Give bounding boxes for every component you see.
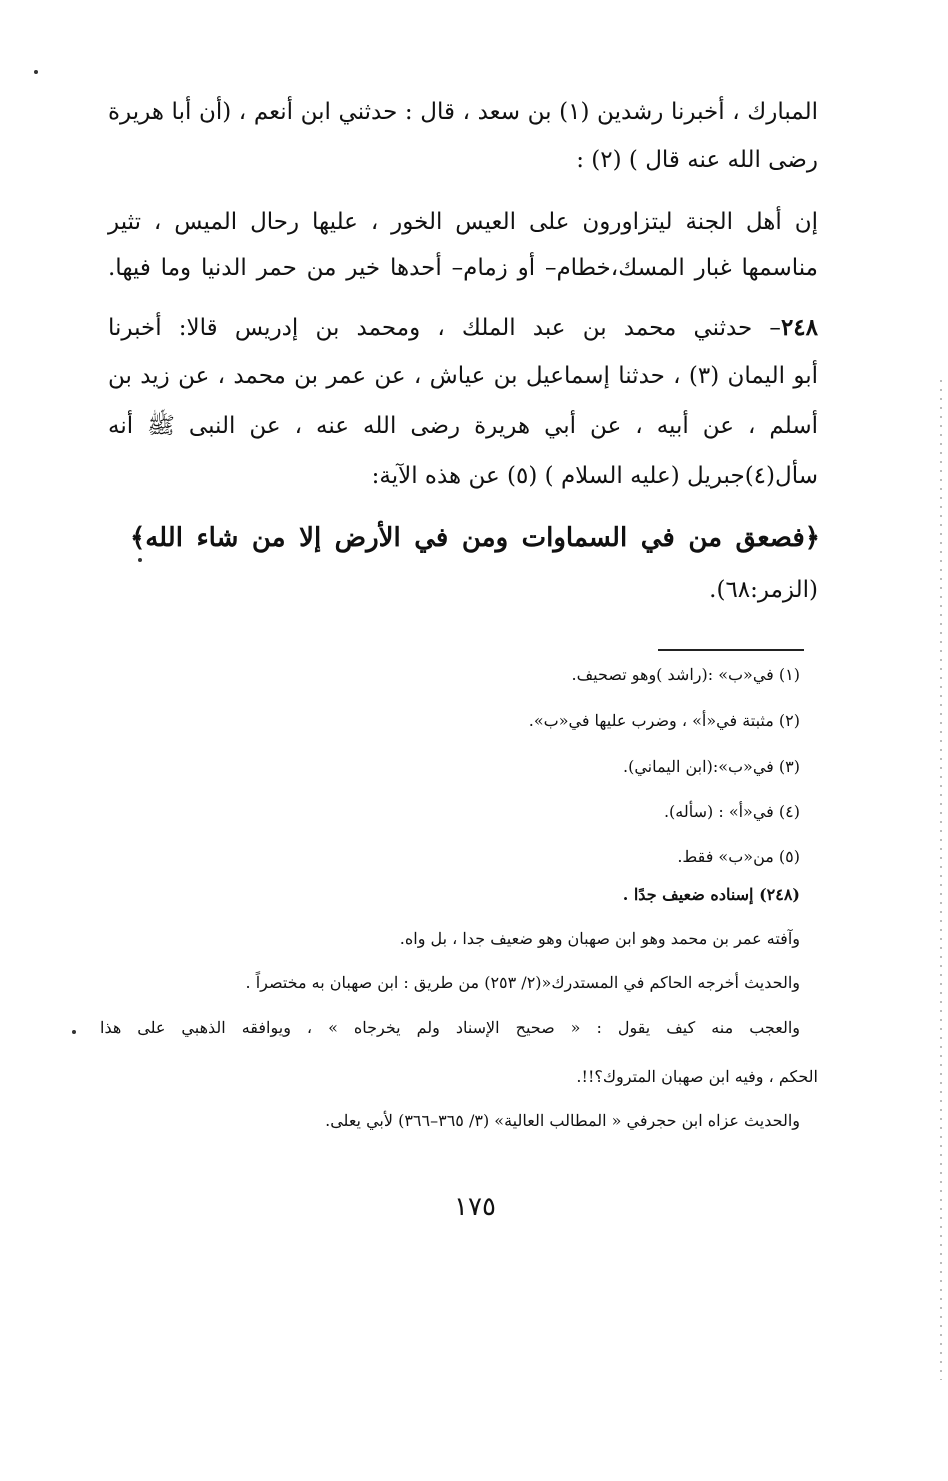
footnote-3: (٣) في«ب»:(ابن اليماني). xyxy=(623,757,800,776)
footnote-1: (١) في«ب» :(راشد )وهو تصحيف. xyxy=(571,665,800,684)
commentary-line-1: وآفته عمر بن محمد وهو ابن صهبان وهو ضعيف جدا ، بل واه. xyxy=(399,929,800,948)
footnote-4: (٤) في«أ» : (سأله). xyxy=(663,802,800,821)
hadith-number: ٢٤٨ xyxy=(780,314,818,341)
scan-speck xyxy=(72,1030,76,1034)
paragraph-1-line-1: المبارك ، أخبرنا رشدين (١) بن سعد ، قال : حدثني ابن أنعم ، (أن أبا هريرة xyxy=(108,99,818,125)
hadith-248-line-4: سأل(٤)جبريل (عليه السلام ) (٥) عن هذه الآية: xyxy=(371,463,818,489)
quran-verse: ﴿فصعق من في السماوات ومن في الأرض إلا من شاء الله﴾ xyxy=(130,523,820,553)
scan-edge-artifact xyxy=(940,380,942,1380)
commentary-line-3: والعجب منه كيف يقول : « صحيح الإسناد ولم يخرجاه » ، ويوافقه الذهبي على هذا xyxy=(100,1018,800,1037)
commentary-heading: (٢٤٨) إسناده ضعيف جدًا . xyxy=(622,885,800,904)
commentary-line-2: والحديث أخرجه الحاكم في المستدرك«(٢/ ٢٥٣) من طريق : ابن صهبان به مختصراً . xyxy=(245,973,800,992)
scan-speck xyxy=(138,558,142,562)
page-number: ١٧٥ xyxy=(454,1192,496,1222)
footnote-2: (٢) مثبتة في«أ» ، وضرب عليها في«ب». xyxy=(528,711,800,730)
paragraph-2-line-2: مناسمها غبار المسك،خطام– أو زمام– أحدها خير من حمر الدنيا وما فيها. xyxy=(108,255,818,281)
footnote-5: (٥) من«ب» فقط. xyxy=(677,847,800,866)
paragraph-1-line-2: رضى الله عنه قال ) (٢) : xyxy=(576,147,818,173)
commentary-line-4: الحكم ، وفيه ابن صهبان المتروك؟!!. xyxy=(576,1067,818,1086)
scan-speck xyxy=(34,70,38,74)
verse-reference: (الزمر:٦٨). xyxy=(709,577,818,603)
hadith-248-line-1 xyxy=(108,308,818,348)
footnote-separator xyxy=(658,649,804,651)
commentary-line-5: والحديث عزاه ابن حجرفي « المطالب العالية» (٣/ ٣٦٥–٣٦٦) لأبي يعلى. xyxy=(325,1111,800,1130)
hadith-248-line-1-text: – حدثني محمد بن عبد الملك ، ومحمد بن إدريس قالا: أخبرنا xyxy=(108,315,781,341)
paragraph-2-line-1: إن أهل الجنة ليتزاورون على العيس الخور ، عليها رحال الميس ، تثير xyxy=(108,209,818,235)
hadith-248-line-3: أسلم ، عن أبيه ، عن أبي هريرة رضى الله عنه ، عن النبى ﷺ أنه xyxy=(108,413,818,439)
hadith-248-line-2: أبو اليمان (٣) ، حدثنا إسماعيل بن عياش ، عن عمر بن محمد ، عن زيد بن xyxy=(108,363,818,389)
